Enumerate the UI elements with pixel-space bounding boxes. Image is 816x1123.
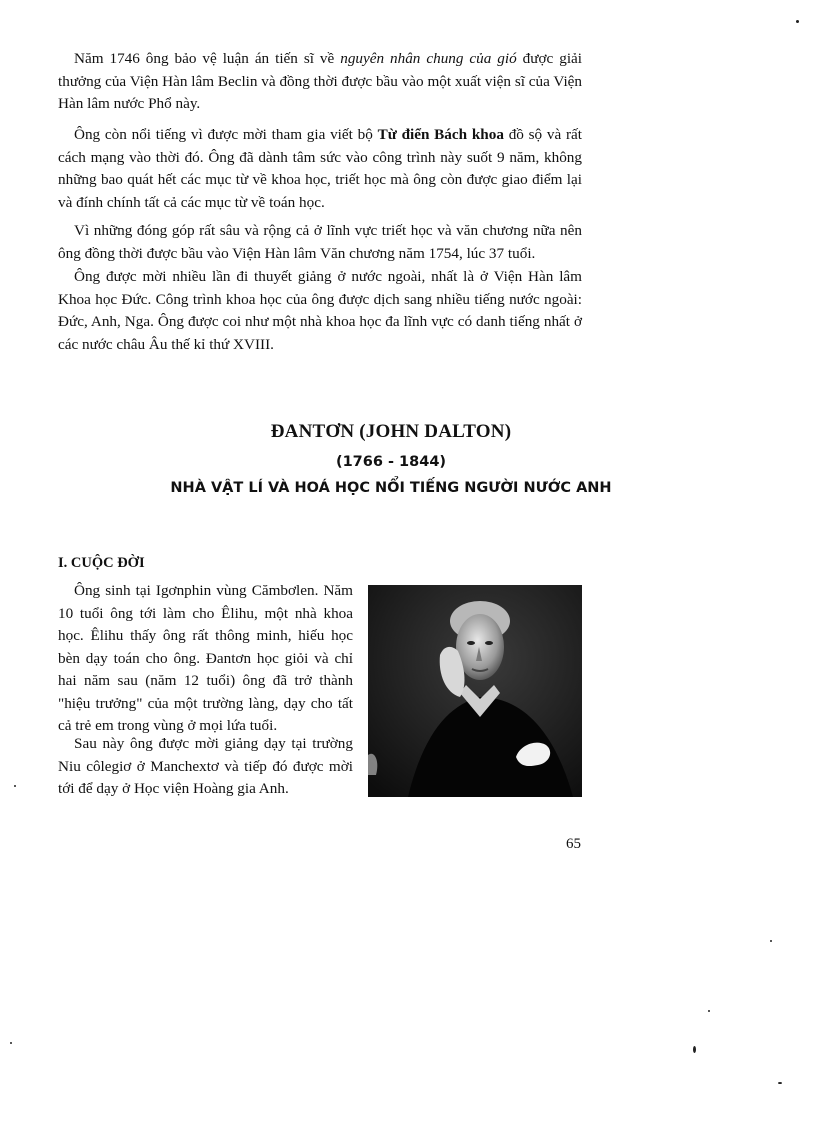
section-years: (1766 - 1844) — [335, 454, 447, 470]
scan-speck — [14, 785, 16, 787]
section-heading: I. CUỘC ĐỜI — [58, 555, 145, 571]
scan-speck — [708, 1010, 710, 1012]
biography-paragraph-1 — [58, 580, 353, 738]
scan-speck — [693, 1046, 696, 1053]
paragraph-3 — [58, 220, 582, 265]
portrait-photo — [368, 585, 582, 797]
paragraph-1-text-b: được giải thưởng của Viện Hàn lâm Beclin và đồng thời được bầu vào một xuất viện sĩ của Viện Hàn lâm nước Phổ này. — [58, 50, 582, 112]
paragraph-2 — [58, 124, 582, 214]
paragraph-2-text-b: đồ sộ và rất cách mạng vào thời đó. Ông đã dành tâm sức vào công trình này suốt 9 năm, không những bao quát hết các mục từ về khoa học, triết học mà ông còn được giao điểm lại và đính chính tất cả các mục từ về toán học. — [58, 126, 583, 211]
paragraph-4-text: Ông được mời nhiều lần đi thuyết giảng ở nước ngoài, nhất là ở Viện Hàn lâm Khoa học Đức. Công trình khoa học của ông được dịch sang nhiều tiếng nước ngoài: Đức, Anh, Nga. Ông được coi như một nhà khoa học đa lĩnh vực có danh tiếng nhất ở các nước châu Âu thế kỉ thứ XVIII. — [58, 268, 582, 353]
page-number: 65 — [566, 836, 581, 852]
paragraph-1-text-a: Năm 1746 ông bảo vệ luận án tiến sĩ về — [74, 50, 341, 67]
paragraph-2-bold-term: Từ điển Bách khoa — [377, 126, 504, 143]
biography-paragraph-1-text: Ông sinh tại Igơnphin vùng Cămbơlen. Năm 10 tuổi ông tới làm cho Êlihu, một nhà khoa học. Êlihu thấy ông rất thông minh, hiếu học bèn dạy toán cho ông. Đantơn học giỏi và chỉ hai năm sau (năm 12 tuổi) ông đã trở thành "hiệu trưởng" của một trường làng, dạy cho tất cả trẻ em trong vùng ở mọi lứa tuổi. — [58, 582, 353, 734]
paragraph-2-text-a: Ông còn nổi tiếng vì được mời tham gia viết bộ — [74, 126, 378, 143]
section-title: ĐANTƠN (JOHN DALTON) — [270, 421, 512, 442]
biography-paragraph-2 — [58, 733, 353, 801]
paragraph-1-emphasis: nguyên nhân chung của gió — [340, 50, 517, 67]
paragraph-1 — [58, 48, 582, 116]
scan-speck — [778, 1082, 782, 1084]
section-subtitle: NHÀ VẬT LÍ VÀ HOÁ HỌC NỔI TIẾNG NGƯỜI NƯỚC ANH — [170, 480, 612, 496]
scan-speck — [10, 1042, 12, 1044]
scan-speck — [770, 940, 772, 942]
scan-speck — [796, 20, 799, 23]
paragraph-4 — [58, 266, 582, 356]
paragraph-3-text: Vì những đóng góp rất sâu và rộng cả ở lĩnh vực triết học và văn chương nữa nên ông đồng thời được bầu vào Viện Hàn lâm Văn chương năm 1754, lúc 37 tuổi. — [58, 222, 582, 262]
biography-paragraph-2-text: Sau này ông được mời giảng dạy tại trường Niu côlegiơ ở Manchextơ và tiếp đó được mời tới để dạy ở Học viện Hoàng gia Anh. — [58, 735, 353, 797]
